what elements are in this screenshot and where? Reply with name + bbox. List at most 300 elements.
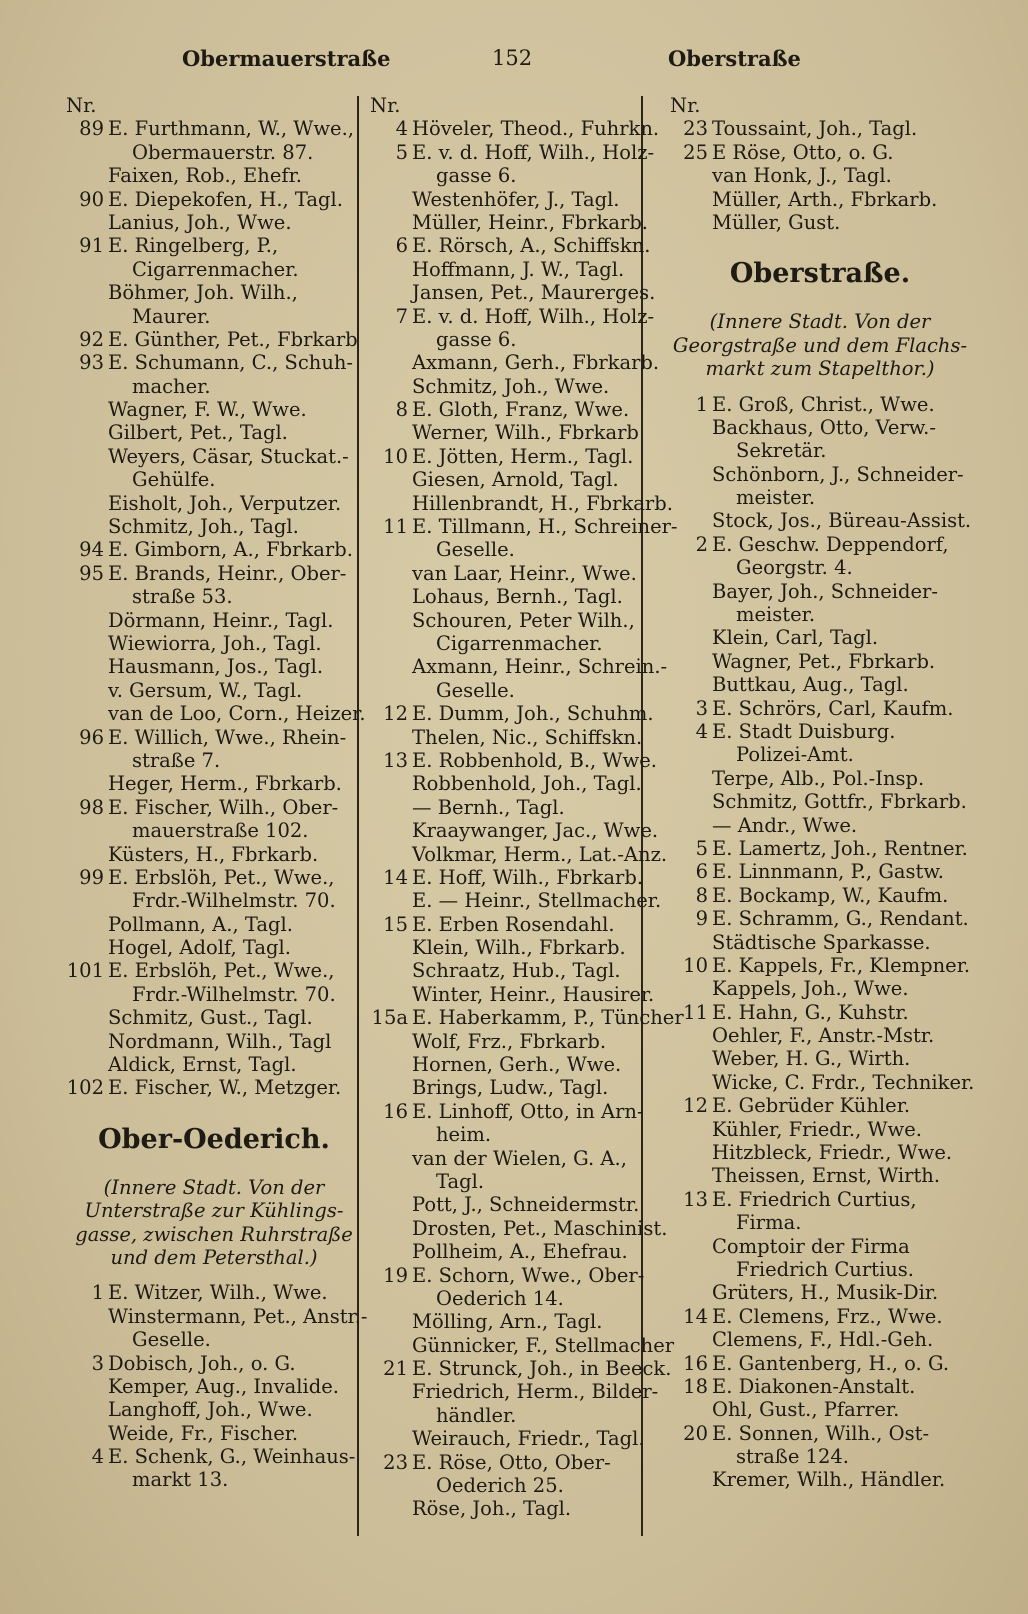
nr-text: Nr.	[370, 94, 401, 117]
directory-entry	[370, 1193, 668, 1216]
directory-entry	[370, 866, 668, 889]
house-number: 14	[683, 1304, 708, 1328]
directory-entry	[670, 1047, 970, 1070]
entry-text: E. Groß, Christ., Wwe.	[712, 392, 935, 416]
entry-text: gasse 6.	[436, 164, 517, 188]
directory-entry	[370, 281, 668, 304]
entry-text: E. Linhoff, Otto, in Arn-	[412, 1099, 644, 1123]
house-number: 6	[395, 234, 408, 258]
entry-text: E. Günther, Pet., Fbrkarb	[108, 327, 358, 351]
entry-text: Schraatz, Hub., Tagl.	[412, 959, 621, 983]
directory-entry	[370, 1380, 668, 1403]
directory-entry	[370, 1333, 675, 1357]
directory-entry	[66, 117, 362, 140]
entry-text: — Andr., Wwe.	[712, 813, 858, 837]
directory-entry	[370, 1404, 668, 1427]
entry-text: Hornen, Gerh., Wwe.	[412, 1053, 622, 1077]
directory-entry	[66, 1328, 362, 1351]
directory-entry	[370, 491, 673, 515]
directory-entry	[670, 860, 970, 883]
house-number: 102	[66, 1076, 104, 1100]
house-number: 23	[383, 1450, 408, 1474]
directory-entry	[66, 538, 362, 561]
entry-text: Cigarrenmacher.	[132, 257, 299, 281]
entry-text: straße 124.	[736, 1445, 849, 1469]
directory-entry	[370, 726, 668, 749]
directory-entry	[66, 1352, 362, 1375]
entry-text: Westenhöfer, J., Tagl.	[412, 187, 620, 211]
directory-entry	[670, 650, 970, 673]
section-description: Georgstraße und dem Flachs-	[672, 333, 968, 357]
directory-entry	[66, 632, 362, 655]
directory-entry	[370, 1264, 668, 1287]
directory-entry	[670, 486, 970, 509]
entry-text: E. Erbslöh, Pet., Wwe.,	[108, 865, 335, 889]
entry-text: E. Strunck, Joh., in Beeck.	[412, 1357, 672, 1381]
entry-text: E. Schumann, C., Schuh-	[108, 351, 354, 375]
entry-text: E. Röse, Otto, Ober-	[412, 1450, 611, 1474]
directory-entry	[370, 1217, 668, 1240]
house-number: 13	[383, 748, 408, 772]
entry-text: E. Lamertz, Joh., Rentner.	[712, 836, 968, 860]
directory-entry	[66, 609, 362, 632]
entry-text: E. Friedrich Curtius,	[712, 1187, 917, 1211]
house-number: 21	[383, 1357, 408, 1381]
directory-entry	[670, 814, 970, 837]
entry-text: meister.	[736, 486, 816, 510]
entry-text: Firma.	[736, 1211, 802, 1235]
directory-entry	[670, 416, 970, 439]
entry-text: E. Schrörs, Carl, Kaufm.	[712, 696, 954, 720]
directory-entry	[66, 445, 362, 468]
entry-text: Winstermann, Pet., Anstr.-	[108, 1304, 368, 1328]
entry-text: E. Furthmann, W., Wwe.,	[108, 117, 354, 141]
house-number: 95	[79, 561, 104, 585]
entry-text: Friedrich Curtius.	[736, 1257, 914, 1281]
directory-entry	[670, 1305, 970, 1328]
directory-entry	[66, 562, 362, 585]
entry-text: Pollheim, A., Ehefrau.	[412, 1240, 628, 1264]
entry-text: E. Ringelberg, P.,	[108, 234, 279, 258]
entry-text: Städtische Sparkasse.	[712, 930, 931, 954]
entry-text: Mölling, Arn., Tagl.	[412, 1310, 603, 1334]
house-number: 20	[683, 1421, 708, 1445]
entry-text: mauerstraße 102.	[132, 819, 309, 843]
entry-text: Schönborn, J., Schneider-	[712, 462, 964, 486]
entry-text: E. Bockamp, W., Kaufm.	[712, 883, 949, 907]
column-1	[66, 94, 368, 1492]
house-number: 5	[695, 836, 708, 860]
house-number: 7	[395, 304, 408, 328]
directory-entry	[670, 1398, 970, 1421]
directory-entry	[66, 258, 362, 281]
column-2	[370, 94, 684, 1521]
entry-text: Hausmann, Jos., Tagl.	[108, 655, 324, 679]
entry-text: E. Haberkamm, P., Tüncher	[412, 1006, 684, 1030]
directory-entry	[370, 655, 668, 678]
house-number: 11	[683, 1000, 708, 1024]
directory-entry	[370, 1076, 668, 1099]
directory-entry	[370, 562, 668, 585]
directory-entry	[370, 538, 668, 561]
house-number: 25	[683, 140, 708, 164]
directory-entry	[370, 983, 668, 1006]
entry-text: van Honk, J., Tagl.	[712, 164, 892, 188]
entry-text: Stock, Jos., Büreau-Assist.	[712, 509, 972, 533]
directory-entry	[670, 1468, 970, 1491]
entry-text: E. Schenk, G., Weinhaus-	[108, 1445, 356, 1469]
entry-text: E Röse, Otto, o. G.	[712, 140, 894, 164]
house-number: 89	[79, 117, 104, 141]
directory-entry	[670, 556, 970, 579]
entry-text: v. Gersum, W., Tagl.	[108, 678, 303, 702]
entry-text: Schmitz, Gust., Tagl.	[108, 1006, 313, 1030]
directory-entry	[66, 772, 362, 795]
entry-text: E. v. d. Hoff, Wilh., Holz-	[412, 140, 655, 164]
directory-entry	[670, 977, 970, 1000]
entry-text: Brings, Ludw., Tagl.	[412, 1076, 609, 1100]
directory-entry	[670, 580, 970, 603]
entry-text: Axmann, Gerh., Fbrkarb.	[412, 351, 660, 375]
entry-text: Schmitz, Joh., Tagl.	[108, 515, 299, 539]
entry-text: E. Gimborn, A., Fbrkarb.	[108, 538, 353, 562]
entry-text: Backhaus, Otto, Verw.-	[712, 415, 936, 439]
entry-text: Hogel, Adolf, Tagl.	[108, 936, 291, 960]
house-number: 15	[383, 912, 408, 936]
entry-text: E. Diepekofen, H., Tagl.	[108, 187, 343, 211]
entry-text: Obermauerstr. 87.	[132, 140, 314, 164]
entry-text: Ohl, Gust., Pfarrer.	[712, 1398, 900, 1422]
entry-text: Hillenbrandt, H., Fbrkarb.	[412, 491, 673, 515]
entry-text: Faixen, Rob., Ehefr.	[108, 164, 302, 188]
section-description: markt zum Stapelthor.)	[705, 357, 935, 381]
entry-text: Langhoff, Joh., Wwe.	[108, 1398, 313, 1422]
entry-text: Weide, Fr., Fischer.	[108, 1421, 299, 1445]
directory-entry	[670, 743, 970, 766]
entry-text: Drosten, Pet., Maschinist.	[412, 1216, 668, 1240]
directory-entry	[670, 626, 970, 649]
directory-entry	[670, 673, 970, 696]
directory-entry	[66, 585, 362, 608]
directory-entry	[66, 1006, 362, 1029]
entry-text: Gehülfe.	[132, 468, 216, 492]
section-description: (Innere Stadt. Von der	[103, 1175, 325, 1199]
entry-text: Pott, J., Schneidermstr.	[412, 1193, 640, 1217]
directory-entry	[370, 1310, 668, 1333]
nr-label	[66, 94, 362, 117]
directory-entry	[66, 843, 362, 866]
directory-entry	[370, 702, 668, 725]
entry-text: Wagner, Pet., Fbrkarb.	[712, 649, 936, 673]
entry-text: Weyers, Cäsar, Stuckat.-	[108, 444, 349, 468]
house-number: 16	[383, 1099, 408, 1123]
house-number: 23	[683, 117, 708, 141]
directory-entry	[66, 1445, 362, 1468]
directory-entry	[670, 1422, 970, 1445]
section-heading: Oberstraße.	[729, 258, 911, 290]
directory-entry	[670, 1211, 970, 1234]
entry-text: Terpe, Alb., Pol.-Insp.	[712, 766, 925, 790]
house-number: 6	[695, 860, 708, 884]
entry-text: heim.	[436, 1123, 492, 1147]
nr-text: Nr.	[66, 94, 97, 117]
directory-entry	[66, 398, 362, 421]
directory-entry	[670, 954, 970, 977]
entry-text: Polizei-Amt.	[736, 743, 854, 767]
directory-entry	[66, 234, 362, 257]
house-number: 93	[79, 351, 104, 375]
directory-entry	[66, 936, 362, 959]
house-number: 2	[695, 532, 708, 556]
directory-entry	[670, 1164, 970, 1187]
entry-text: Dobisch, Joh., o. G.	[108, 1351, 296, 1375]
directory-entry	[370, 375, 668, 398]
directory-entry	[66, 375, 362, 398]
directory-entry	[370, 141, 668, 164]
entry-text: Toussaint, Joh., Tagl.	[712, 117, 918, 141]
entry-text: E. Fischer, W., Metzger.	[108, 1076, 342, 1100]
entry-text: meister.	[736, 603, 816, 627]
entry-text: straße 53.	[132, 585, 233, 609]
column-3	[670, 94, 975, 1492]
house-number: 10	[383, 444, 408, 468]
entry-text: Thelen, Nic., Schiffskn.	[412, 725, 643, 749]
entry-text: Lanius, Joh., Wwe.	[108, 210, 292, 234]
directory-entry	[66, 749, 362, 772]
house-number: 15a	[371, 1006, 408, 1030]
directory-entry	[670, 790, 970, 813]
directory-entry	[66, 1468, 362, 1491]
directory-entry	[670, 439, 970, 462]
entry-text: Höveler, Theod., Fuhrkn.	[412, 117, 660, 141]
entry-text: Böhmer, Joh. Wilh.,	[108, 281, 298, 305]
house-number: 4	[695, 719, 708, 743]
entry-text: van der Wielen, G. A.,	[412, 1146, 627, 1170]
entry-text: Aldick, Ernst, Tagl.	[108, 1053, 297, 1077]
directory-entry	[670, 1024, 970, 1047]
entry-text: Robbenhold, Joh., Tagl.	[412, 772, 642, 796]
entry-text: Comptoir der Firma	[712, 1234, 910, 1258]
directory-entry	[66, 796, 362, 819]
house-number: 1	[695, 392, 708, 416]
nr-text: Nr.	[670, 94, 701, 117]
house-number: 8	[395, 398, 408, 422]
entry-text: gasse 6.	[436, 327, 517, 351]
entry-text: E. Gebrüder Kühler.	[712, 1094, 911, 1118]
directory-entry	[670, 164, 970, 187]
entry-text: E. Linnmann, P., Gastw.	[712, 860, 944, 884]
entry-text: E. Gantenberg, H., o. G.	[712, 1351, 950, 1375]
directory-entry	[66, 866, 362, 889]
directory-entry	[66, 1281, 362, 1304]
entry-text: Lohaus, Bernh., Tagl.	[412, 585, 623, 609]
entry-text: Axmann, Heinr., Schrein.-	[412, 655, 668, 679]
header-left-street: Obermauerstraße	[182, 46, 391, 71]
directory-entry	[66, 726, 362, 749]
house-number: 14	[383, 865, 408, 889]
entry-text: E. Sonnen, Wilh., Ost-	[712, 1421, 930, 1445]
entry-text: Hitzbleck, Friedr., Wwe.	[712, 1141, 953, 1165]
directory-entry	[66, 913, 362, 936]
entry-text: macher.	[132, 374, 211, 398]
directory-entry	[670, 1445, 970, 1468]
entry-text: E. Schramm, G., Rendant.	[712, 907, 969, 931]
entry-text: Werner, Wilh., Fbrkarb	[412, 421, 639, 445]
entry-text: Müller, Arth., Fbrkarb.	[712, 187, 938, 211]
house-number: 99	[79, 865, 104, 889]
entry-text: van de Loo, Corn., Heizer.	[108, 702, 366, 726]
house-number: 94	[79, 538, 104, 562]
entry-text: Oehler, F., Anstr.-Mstr.	[712, 1024, 935, 1048]
directory-entry	[370, 468, 668, 491]
entry-text: Müller, Heinr., Fbrkarb.	[412, 210, 649, 234]
directory-entry	[370, 351, 668, 374]
entry-text: E. Robbenhold, B., Wwe.	[412, 748, 657, 772]
directory-entry	[670, 1328, 970, 1351]
directory-entry	[66, 492, 362, 515]
header-right-street: Oberstraße	[668, 46, 801, 71]
directory-entry	[66, 983, 362, 1006]
house-number: 10	[683, 953, 708, 977]
directory-entry	[670, 533, 970, 556]
directory-entry	[370, 1451, 668, 1474]
directory-entry	[670, 1070, 975, 1094]
entry-text: Hoffmann, J. W., Tagl.	[412, 257, 625, 281]
entry-text: Weirauch, Friedr., Tagl.	[412, 1427, 645, 1451]
entry-text: Grüters, H., Musik-Dir.	[712, 1281, 939, 1305]
entry-text: Geselle.	[132, 1328, 211, 1352]
entry-text: Wicke, C. Frdr., Techniker.	[712, 1070, 975, 1094]
section-description: gasse, zwischen Ruhrstraße	[75, 1222, 353, 1246]
house-number: 5	[395, 140, 408, 164]
house-number: 92	[79, 327, 104, 351]
house-number: 4	[91, 1445, 104, 1469]
entry-text: händler.	[436, 1403, 517, 1427]
entry-text: Eisholt, Joh., Verputzer.	[108, 491, 342, 515]
entry-text: Jansen, Pet., Maurerges.	[412, 281, 656, 305]
section-description: (Innere Stadt. Von der	[709, 310, 931, 334]
directory-entry	[370, 1170, 668, 1193]
directory-entry	[66, 1422, 362, 1445]
house-number: 4	[395, 117, 408, 141]
directory-entry	[670, 1118, 970, 1141]
entry-text: E. Brands, Heinr., Ober-	[108, 561, 347, 585]
directory-entry	[670, 1141, 970, 1164]
directory-entry	[370, 796, 668, 819]
directory-entry	[66, 281, 362, 304]
directory-entry	[670, 1375, 970, 1398]
section-description: Unterstraße zur Kühlings-	[84, 1199, 344, 1223]
entry-text: Wiewiorra, Joh., Tagl.	[108, 631, 322, 655]
entry-text: Küsters, H., Fbrkarb.	[108, 842, 319, 866]
entry-text: Clemens, F., Hdl.-Geh.	[712, 1328, 934, 1352]
entry-text: E. Stadt Duisburg.	[712, 719, 896, 743]
entry-text: Kremer, Wilh., Händler.	[712, 1468, 946, 1492]
house-number: 9	[695, 907, 708, 931]
entry-text: Georgstr. 4.	[736, 556, 853, 580]
entry-text: Klein, Wilh., Fbrkarb.	[412, 936, 626, 960]
entry-text: E. Geschw. Deppendorf,	[712, 532, 949, 556]
entry-text: E. Diakonen-Anstalt.	[712, 1374, 916, 1398]
directory-entry	[370, 1006, 684, 1030]
directory-entry	[670, 188, 970, 211]
entry-text: Weber, H. G., Wirth.	[712, 1047, 911, 1071]
directory-entry	[66, 679, 362, 702]
directory-entry	[670, 1188, 970, 1211]
directory-entry	[670, 767, 970, 790]
directory-entry	[370, 609, 668, 632]
directory-entry	[370, 936, 668, 959]
directory-entry	[66, 655, 362, 678]
directory-entry	[670, 1094, 970, 1117]
directory-entry	[66, 328, 362, 351]
directory-entry	[370, 585, 668, 608]
entry-text: van Laar, Heinr., Wwe.	[412, 561, 637, 585]
directory-entry	[370, 258, 668, 281]
directory-entry	[66, 1398, 362, 1421]
entry-text: Klein, Carl, Tagl.	[712, 626, 879, 650]
directory-entry	[370, 117, 668, 140]
entry-text: E. Dumm, Joh., Schuhm.	[412, 702, 654, 726]
entry-text: Tagl.	[436, 1169, 485, 1193]
entry-text: Pollmann, A., Tagl.	[108, 912, 293, 936]
directory-entry	[370, 1147, 668, 1170]
directory-entry	[370, 188, 668, 211]
directory-entry	[66, 1304, 368, 1328]
entry-text: Friedrich, Herm., Bilder-	[412, 1380, 659, 1404]
entry-text: Kühler, Friedr., Wwe.	[712, 1117, 922, 1141]
house-number: 98	[79, 795, 104, 819]
entry-text: E. Witzer, Wilh., Wwe.	[108, 1281, 328, 1305]
directory-entry	[670, 720, 970, 743]
directory-entry	[66, 819, 362, 842]
directory-entry	[370, 164, 668, 187]
directory-entry	[370, 632, 668, 655]
directory-entry	[670, 697, 970, 720]
entry-text: Geselle.	[436, 538, 515, 562]
page-number: 152	[492, 46, 533, 70]
directory-entry	[670, 1281, 970, 1304]
house-number: 101	[66, 959, 104, 983]
entry-text: E. Gloth, Franz, Wwe.	[412, 398, 630, 422]
entry-text: Schouren, Peter Wilh.,	[412, 608, 635, 632]
house-number: 96	[79, 725, 104, 749]
directory-entry	[370, 421, 668, 444]
directory-entry	[370, 679, 668, 702]
directory-entry	[66, 305, 362, 328]
entry-text: Kraaywanger, Jac., Wwe.	[412, 819, 659, 843]
house-number: 16	[683, 1351, 708, 1375]
entry-text: Theissen, Ernst, Wirth.	[712, 1164, 941, 1188]
entry-text: E. Clemens, Frz., Wwe.	[712, 1304, 943, 1328]
directory-entry	[670, 837, 970, 860]
entry-text: E. Jötten, Herm., Tagl.	[412, 444, 634, 468]
entry-text: Sekretär.	[736, 439, 827, 463]
directory-entry	[370, 1123, 668, 1146]
directory-entry	[370, 515, 678, 539]
directory-entry	[66, 164, 362, 187]
directory-entry	[370, 1053, 668, 1076]
entry-text: E. Schorn, Wwe., Ober-	[412, 1263, 645, 1287]
house-number: 12	[383, 702, 408, 726]
directory-entry	[66, 1030, 362, 1053]
directory-entry	[670, 603, 970, 626]
entry-text: Geselle.	[436, 678, 515, 702]
directory-entry	[370, 772, 668, 795]
entry-text: E. Tillmann, H., Schreiner-	[412, 515, 678, 539]
entry-text: Maurer.	[132, 304, 211, 328]
entry-text: E. Erbslöh, Pet., Wwe.,	[108, 959, 335, 983]
